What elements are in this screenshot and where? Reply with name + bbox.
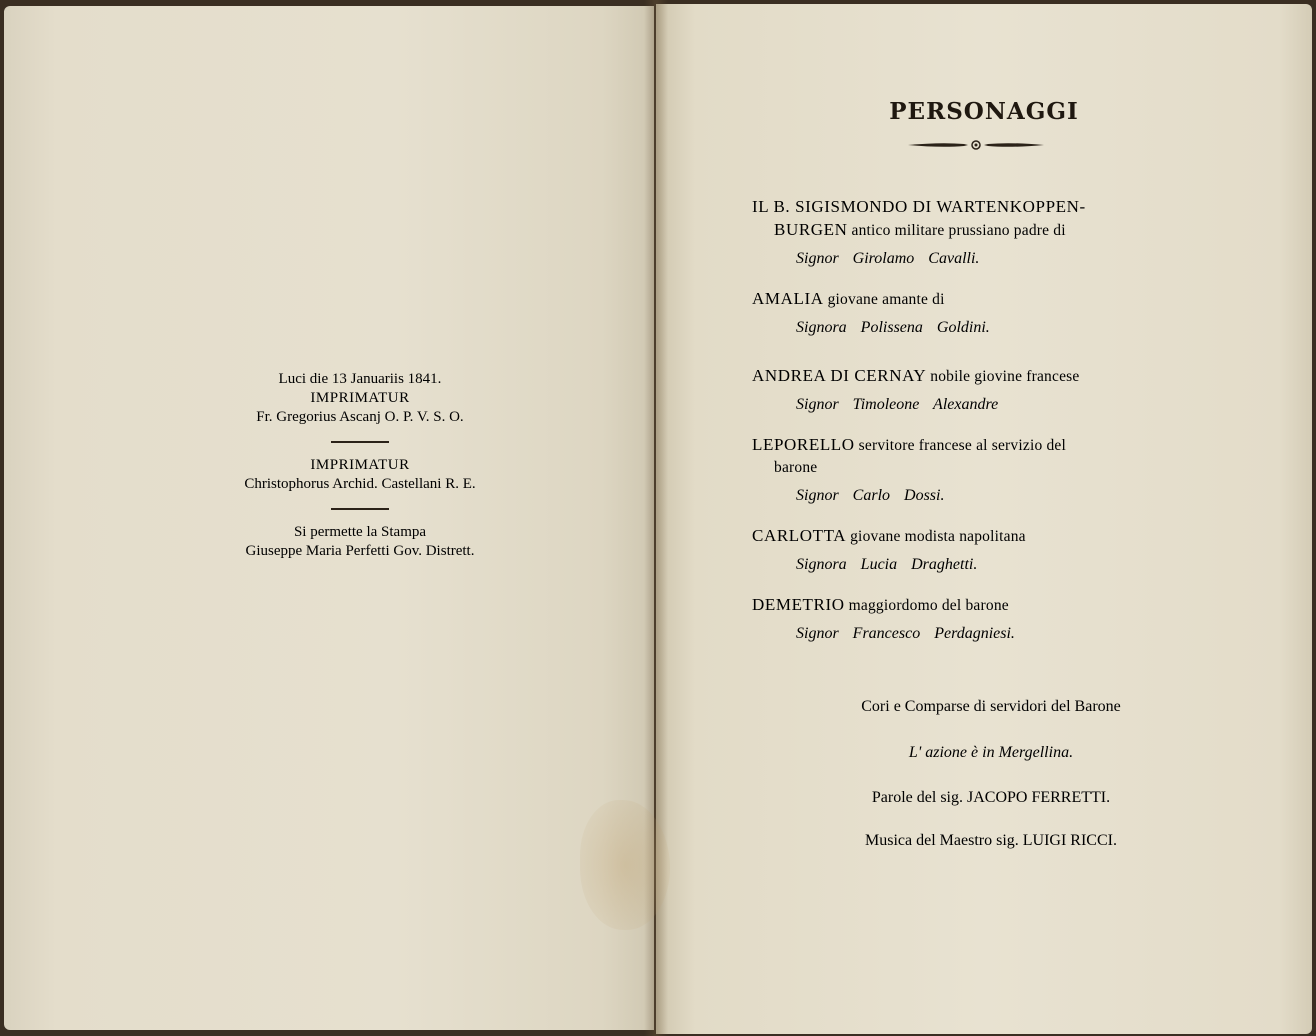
- role-name: ANDREA DI CERNAY: [752, 366, 927, 385]
- imprimatur-heading-1: IMPRIMATUR: [310, 390, 410, 406]
- cast-entry-andrea: [752, 365, 1222, 416]
- performer-name: Signor Girolamo Cavalli.: [796, 250, 980, 267]
- cast-entry-leporello: [752, 434, 1222, 507]
- role-description-continued: barone: [774, 459, 818, 476]
- imprimatur-date: Luci die 13 Januariis 1841.: [278, 371, 442, 387]
- title-ornament: [906, 138, 1046, 152]
- role-name: DEMETRIO: [752, 595, 845, 614]
- role-name: CARLOTTA: [752, 526, 847, 545]
- cast-list: [752, 196, 1222, 645]
- divider-rule-2: [331, 508, 389, 510]
- print-permission-signatory: Giuseppe Maria Perfetti Gov. Distrett.: [245, 543, 475, 559]
- water-stain: [580, 800, 670, 930]
- performer-name: Signora Polissena Goldini.: [796, 319, 990, 336]
- page-title: PERSONAGGI: [889, 98, 1079, 125]
- role-name-continued: BURGEN: [774, 220, 848, 239]
- cast-entry-demetrio: [752, 594, 1222, 645]
- imprimatur-signatory-1: Fr. Gregorius Ascanj O. P. V. S. O.: [256, 409, 464, 425]
- chorus-line: Cori e Comparse di servidori del Barone: [861, 698, 1121, 715]
- role-description: antico militare prussiano padre di: [851, 222, 1066, 239]
- role-name: LEPORELLO: [752, 435, 855, 454]
- setting-line: L' azione è in Mergellina.: [908, 744, 1074, 761]
- imprimatur-section: [150, 370, 570, 561]
- role-description: maggiordomo del barone: [848, 597, 1009, 614]
- role-description: servitore francese al servizio del: [858, 437, 1067, 454]
- performer-name: Signor Francesco Perdagniesi.: [796, 625, 1015, 642]
- cast-entry-amalia: [752, 288, 1222, 339]
- role-name: IL B. SIGISMONDO DI WARTENKOPPEN-: [752, 197, 1086, 216]
- performer-name: Signor Timoleone Alexandre: [796, 396, 999, 413]
- composer-line: Musica del Maestro sig. LUIGI RICCI.: [865, 832, 1117, 849]
- role-name: AMALIA: [752, 289, 824, 308]
- role-description: nobile giovine francese: [930, 368, 1080, 385]
- role-description: giovane modista napolitana: [850, 528, 1026, 545]
- role-description: giovane amante di: [827, 291, 945, 308]
- imprimatur-heading-2: IMPRIMATUR: [310, 457, 410, 473]
- cast-entry-carlotta: [752, 525, 1222, 576]
- librettist-line: Parole del sig. JACOPO FERRETTI.: [871, 789, 1111, 806]
- divider-rule-1: [331, 441, 389, 443]
- print-permission: Si permette la Stampa: [293, 524, 427, 540]
- performer-name: Signor Carlo Dossi.: [796, 487, 945, 504]
- cast-entry-sigismondo: [752, 196, 1222, 270]
- performer-name: Signora Lucia Draghetti.: [796, 556, 978, 573]
- imprimatur-signatory-2: Christophorus Archid. Castellani R. E.: [244, 476, 476, 492]
